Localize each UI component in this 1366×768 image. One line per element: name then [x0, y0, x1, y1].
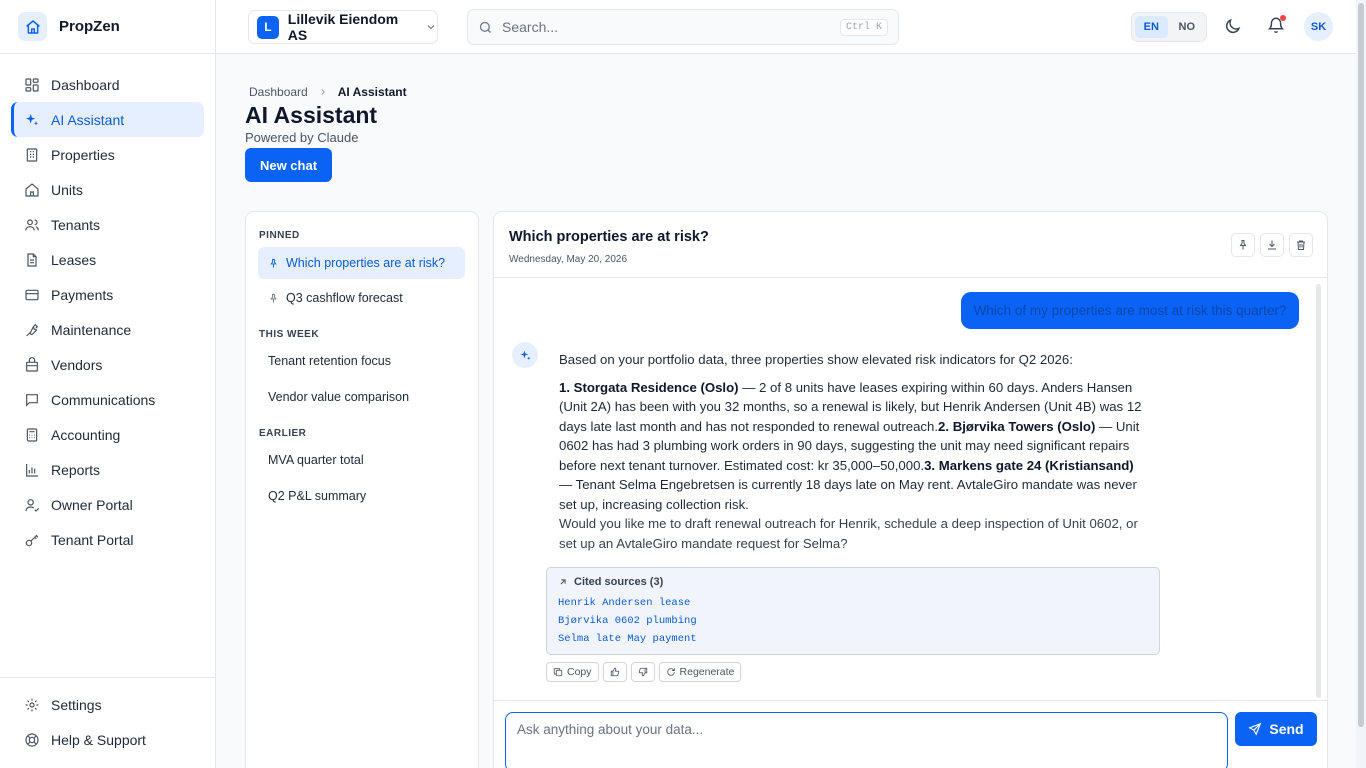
risk-text: — 2 of 8 units have leases expiring within 60 days. Anders Hansen (Unit 2A) has been with you 32 months, so a renewal is likely, but Henrik Andersen (Unit 4B) was 12 days late last month and has not responded to renewal outreach.	[559, 379, 1142, 434]
chat-item-label: Vendor value comparison	[268, 390, 410, 404]
chat-item[interactable]	[258, 381, 465, 413]
ai-intro: Based on your portfolio data, three properties show elevated risk indicators for Q2 2026:	[559, 352, 1073, 367]
sidebar-item-label: Leases	[51, 251, 97, 268]
message-actions	[546, 662, 741, 682]
org-switcher[interactable]	[248, 10, 438, 44]
sidebar-item-help-support[interactable]	[11, 722, 204, 757]
lang-no-button[interactable]: NO	[1178, 21, 1195, 33]
search-bar	[467, 9, 899, 45]
home-icon	[24, 182, 40, 198]
thumbs-up-icon	[610, 667, 620, 677]
divider	[0, 677, 216, 678]
page-title: AI Assistant	[245, 102, 378, 128]
chat-item[interactable]	[258, 480, 465, 512]
thumbs-down-icon	[638, 667, 648, 677]
divider	[494, 277, 1328, 278]
sidebar-item-label: Owner Portal	[51, 496, 133, 513]
user-check-icon	[24, 497, 40, 513]
sidebar-item-label: Accounting	[51, 426, 121, 443]
sidebar-bottom-nav	[11, 687, 204, 757]
pin-icon	[268, 293, 279, 304]
document-icon	[24, 252, 40, 268]
topbar	[216, 0, 1366, 54]
sidebar-item-leases[interactable]	[11, 242, 204, 277]
chat-item-label: Which properties are at risk?	[286, 256, 446, 270]
sidebar-item-label: Properties	[51, 146, 115, 163]
sidebar-item-tenant-portal[interactable]	[11, 522, 204, 557]
search-shortcut: Ctrl K	[840, 19, 888, 36]
chat-item[interactable]	[258, 444, 465, 476]
refresh-icon	[666, 667, 676, 677]
credit-card-icon	[24, 287, 40, 303]
lifebuoy-icon	[24, 732, 40, 748]
ai-closing: Would you like me to draft renewal outreach for Henrik, schedule a deep inspection of Unit 0602, or set up an AvtaleGiro mandate request for Selma?	[559, 516, 1138, 551]
sidebar-item-label: Settings	[51, 696, 102, 713]
regenerate-button[interactable]	[659, 662, 742, 682]
sidebar-nav	[11, 67, 204, 557]
chat-item-label: MVA quarter total	[268, 453, 364, 467]
thumbs-up-button[interactable]	[603, 662, 627, 682]
notification-dot	[1280, 15, 1286, 21]
copy-icon	[553, 667, 563, 677]
cited-sources-label: Cited sources (3)	[574, 576, 664, 588]
conversation-actions	[1231, 233, 1313, 257]
chat-item[interactable]	[258, 345, 465, 377]
bell-icon[interactable]	[1267, 16, 1285, 34]
sidebar-item-units[interactable]	[11, 172, 204, 207]
chat-history-panel	[245, 211, 479, 768]
sidebar-item-label: Payments	[51, 286, 114, 303]
sidebar-item-label: Dashboard	[51, 76, 120, 93]
conversation-panel	[493, 211, 1328, 768]
composer	[505, 712, 1228, 768]
sidebar-item-vendors[interactable]	[11, 347, 204, 382]
sidebar-item-label: Communications	[51, 391, 156, 408]
cited-source-link[interactable]: Henrik Andersen lease	[558, 597, 691, 609]
page-subtitle: Powered by Claude	[245, 130, 359, 145]
breadcrumb	[249, 85, 407, 99]
sidebar-item-maintenance[interactable]	[11, 312, 204, 347]
dashboard-icon	[24, 77, 40, 93]
risk-title: 1. Storgata Residence (Oslo)	[559, 379, 739, 395]
sidebar-item-label: Vendors	[51, 356, 103, 373]
bar-chart-icon	[24, 462, 40, 478]
chevron-right-icon	[318, 87, 328, 97]
sidebar-item-label: Maintenance	[51, 321, 132, 338]
sidebar-item-label: Units	[51, 181, 83, 198]
sidebar-item-dashboard[interactable]	[11, 67, 204, 102]
divider	[494, 700, 1328, 701]
group-label-pinned: PINNED	[259, 230, 300, 241]
download-icon[interactable]	[1260, 233, 1284, 257]
sidebar-item-label: AI Assistant	[51, 111, 125, 128]
lang-en-button[interactable]: EN	[1135, 16, 1168, 38]
risk-title: 2. Bjørvika Towers (Oslo)	[938, 418, 1096, 434]
sidebar-item-properties[interactable]	[11, 137, 204, 172]
sidebar-item-settings[interactable]	[11, 687, 204, 722]
gear-icon	[24, 697, 40, 713]
sidebar-item-communications[interactable]	[11, 382, 204, 417]
calculator-icon	[24, 427, 40, 443]
chat-item-label: Tenant retention focus	[268, 354, 391, 368]
conversation-title: Which properties are at risk?	[509, 229, 709, 245]
sidebar-item-payments[interactable]	[11, 277, 204, 312]
sparkles-icon	[519, 349, 532, 362]
ai-avatar	[512, 342, 538, 368]
pin-conversation-icon[interactable]	[1231, 233, 1255, 257]
group-label-earlier: EARLIER	[259, 428, 307, 439]
chat-icon	[24, 392, 40, 408]
arrow-up-right-icon	[558, 577, 568, 587]
moon-icon[interactable]	[1223, 17, 1242, 36]
org-name: Lillevik Eiendom AS	[287, 11, 399, 43]
org-badge: L	[257, 16, 279, 39]
search-icon	[478, 20, 493, 35]
breadcrumb-current: AI Assistant	[337, 85, 407, 99]
sidebar-item-owner-portal[interactable]	[11, 487, 204, 522]
cited-sources-header	[558, 576, 1148, 588]
building-icon	[24, 147, 40, 163]
pin-icon	[268, 258, 279, 269]
sidebar-item-label: Tenant Portal	[51, 531, 134, 548]
sidebar-item-reports[interactable]	[11, 452, 204, 487]
sidebar-item-label: Reports	[51, 461, 101, 478]
regenerate-label: Regenerate	[679, 666, 735, 678]
ai-risk-list	[559, 378, 1143, 515]
message-input[interactable]	[517, 722, 1216, 762]
avatar[interactable]: SK	[1304, 12, 1333, 41]
trash-icon[interactable]	[1289, 233, 1313, 257]
send-button[interactable]	[1235, 712, 1317, 746]
sidebar-item-tenants[interactable]	[11, 207, 204, 242]
chat-item-pinned[interactable]	[258, 282, 465, 314]
chat-item-pinned[interactable]	[258, 247, 465, 279]
risk-text: — Tenant Selma Engebretsen is currently 18 days late on May rent. AvtaleGiro mandate was never set up, increasing collection risk.	[559, 477, 1137, 512]
chevron-down-icon	[425, 21, 437, 33]
home-logo-icon	[18, 12, 47, 41]
cited-source-link[interactable]: Selma late May payment	[558, 633, 697, 645]
sidebar-item-label: Help & Support	[51, 731, 146, 748]
copy-label: Copy	[567, 666, 592, 678]
user-message: Which of my properties are most at risk this quarter?	[961, 292, 1299, 329]
thumbs-down-button[interactable]	[631, 662, 655, 682]
breadcrumb-parent[interactable]: Dashboard	[249, 85, 308, 99]
store-icon	[24, 357, 40, 373]
language-toggle	[1131, 12, 1207, 42]
search-input[interactable]	[502, 19, 832, 35]
send-icon	[1248, 722, 1262, 736]
divider	[0, 53, 216, 54]
cited-sources	[546, 567, 1160, 655]
brand[interactable]	[18, 12, 120, 41]
sidebar-item-ai-assistant[interactable]	[11, 102, 204, 137]
sparkles-icon	[24, 112, 40, 128]
copy-button[interactable]	[546, 662, 599, 682]
new-chat-button[interactable]: New chat	[245, 148, 332, 182]
wrench-icon	[24, 322, 40, 338]
send-label: Send	[1269, 721, 1304, 737]
cited-source-link[interactable]: Bjørvika 0602 plumbing	[558, 615, 697, 627]
sidebar-item-accounting[interactable]	[11, 417, 204, 452]
key-icon	[24, 532, 40, 548]
conversation-date: Wednesday, May 20, 2026	[509, 254, 628, 265]
group-label-this-week: THIS WEEK	[259, 329, 320, 340]
page-scrollbar-thumb[interactable]	[1358, 3, 1364, 727]
risk-text: — Unit 0602 has had 3 plumbing work orders in 90 days, suggesting the unit may need significant repairs before next tenant turnover. Estimated cost: kr 35,000–50,000.	[559, 418, 1140, 473]
chat-item-label: Q2 P&L summary	[268, 489, 367, 503]
brand-name: PropZen	[59, 18, 120, 35]
sidebar-item-label: Tenants	[51, 216, 101, 233]
chat-item-label: Q3 cashflow forecast	[286, 291, 403, 305]
sidebar	[0, 0, 216, 768]
ai-message	[559, 350, 1143, 553]
chat-scrollbar[interactable]	[1316, 284, 1321, 698]
users-icon	[24, 217, 40, 233]
risk-title: 3. Markens gate 24 (Kristiansand)	[924, 457, 1134, 473]
page-scrollbar[interactable]	[1356, 0, 1366, 768]
